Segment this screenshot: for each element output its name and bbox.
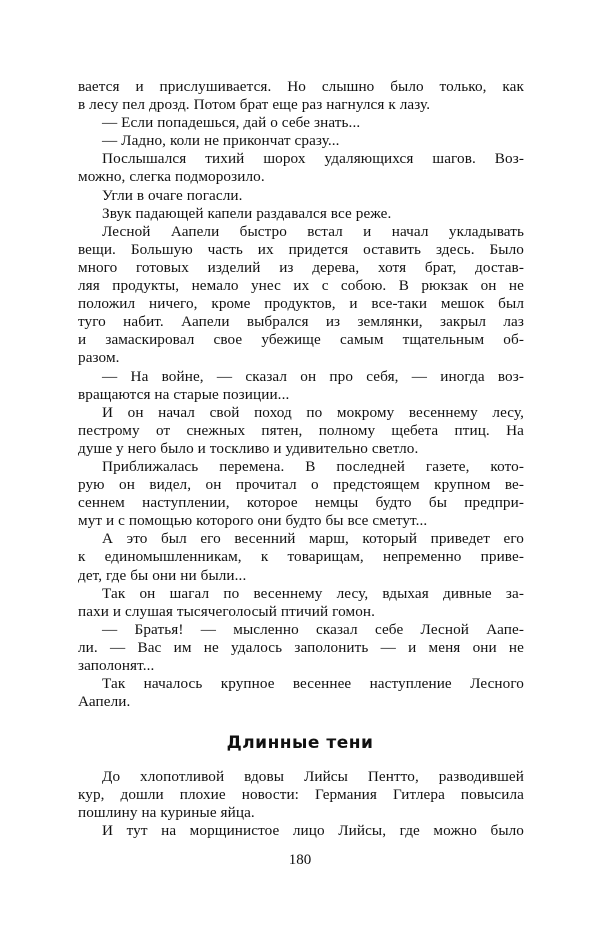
text-line: положил ничего, кроме продуктов, и все-таки мешок был xyxy=(78,295,524,313)
text-line: душе у него было и тоскливо и удивительно светло. xyxy=(78,439,419,457)
chapter-heading: Длинные тени xyxy=(226,733,374,753)
page-number: 180 xyxy=(288,852,312,868)
text-line: И он начал свой поход по мокрому весеннему лесу, xyxy=(102,403,524,421)
text-line: ли. — Вас им не удалось заполонить — и меня они не xyxy=(78,638,524,656)
text-line: сеннем наступлении, которое немцы будто бы предпри- xyxy=(78,494,524,512)
text-line: вращаются на старые позиции... xyxy=(78,385,290,403)
text-line: И тут на морщинистое лицо Лийсы, где можно было xyxy=(102,822,524,840)
text-line: рую он видел, он прочитал о предстоящем крупном ве- xyxy=(78,476,524,494)
text-line: Звук падающей капели раздавался все реже. xyxy=(102,204,392,222)
text-line: вещи. Большую часть их придется оставить здесь. Было xyxy=(78,240,524,258)
text-line: разом. xyxy=(78,349,120,367)
text-line: кур, дошли плохие новости: Германия Гитлера повысила xyxy=(78,786,524,804)
text-line: вается и прислушивается. Но слышно было только, как xyxy=(78,78,524,95)
text-line: заполонят... xyxy=(78,657,155,674)
text-line: в лесу пел дрозд. Потом брат еще раз нагнулся к лазу. xyxy=(78,96,431,114)
text-line: — На войне, — сказал он про себя, — иногда воз- xyxy=(102,367,524,385)
text-line: Угли в очаге погасли. xyxy=(102,186,243,204)
text-line: к единомышленникам, к товарищам, непременно приве- xyxy=(78,548,524,566)
text-line: и замаскировал свое убежище самым тщательным об- xyxy=(78,331,524,349)
text-line: Так он шагал по весеннему лесу, вдыхая дивные за- xyxy=(102,584,524,602)
text-line: До хлопотливой вдовы Лийсы Пентто, разводившей xyxy=(102,768,524,785)
text-line: дет, где бы они ни были... xyxy=(78,566,247,584)
section-two-text xyxy=(78,768,524,840)
text-line: пестрому от снежных пятен, полному щебета птиц. На xyxy=(78,421,524,439)
text-line: — Если попадешься, дай о себе знать... xyxy=(102,114,361,132)
text-line: можно, слегка подморозило. xyxy=(78,168,265,186)
text-line: туго набит. Аапели выбрался из землянки, закрыл лаз xyxy=(78,313,524,331)
text-line: — Ладно, коли не прикончат сразу... xyxy=(102,132,340,150)
text-line: Лесной Аапели быстро встал и начал укладывать xyxy=(102,222,524,240)
text-line: Приближалась перемена. В последней газете, кото- xyxy=(102,457,524,475)
section-one-text xyxy=(78,78,524,711)
text-line: ляя продукты, немало унес их с собою. В рюкзак он не xyxy=(78,277,524,295)
text-line: пошлину на куриные яйца. xyxy=(78,804,255,822)
text-line: много готовых изделий из дерева, хотя брат, достав- xyxy=(78,258,524,276)
text-line: Послышался тихий шорох удаляющихся шагов. Воз- xyxy=(102,150,524,168)
text-line: мут и с помощью которого они будто бы все сметут... xyxy=(78,512,428,530)
text-line: Аапели. xyxy=(78,693,131,711)
text-line: — Братья! — мысленно сказал себе Лесной Аапе- xyxy=(102,620,524,638)
text-line: Так началось крупное весеннее наступление Лесного xyxy=(102,675,524,693)
text-line: пахи и слушая тысячеголосый птичий гомон. xyxy=(78,602,376,620)
text-line: А это был его весенний марш, который приведет его xyxy=(102,530,524,548)
